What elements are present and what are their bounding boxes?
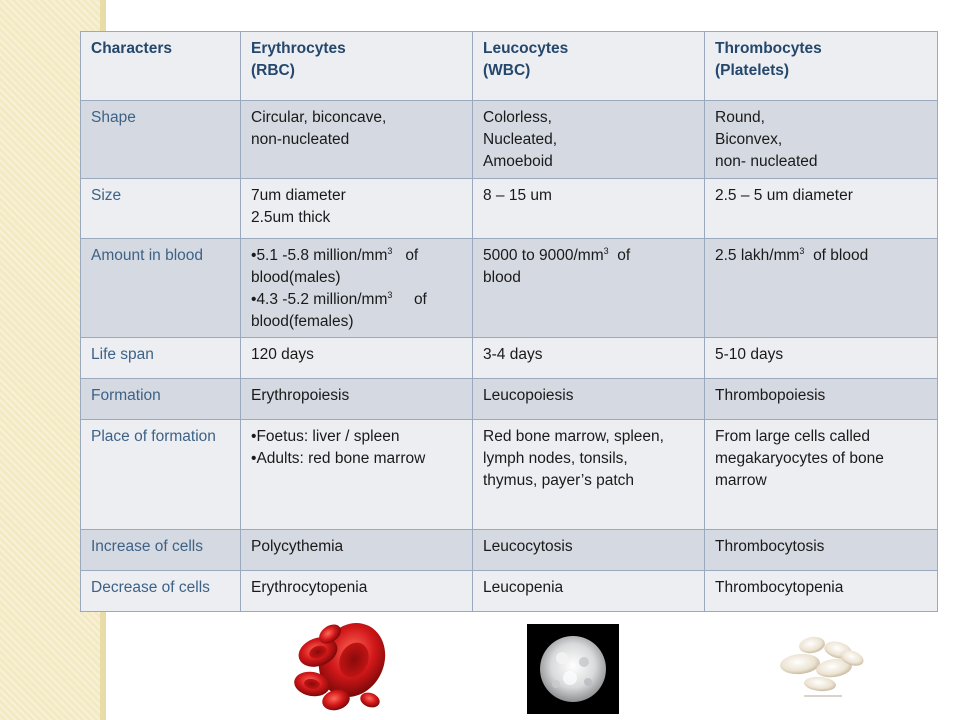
cell-amount-rbc: • 5.1 -5.8 million/$mm^3$ of blood(males) • 4.3 -5.2 million/$mm^3$ of blood(females) [241, 239, 473, 338]
table-row-decrease [81, 571, 938, 612]
cell-place-wbc: Red bone marrow, spleen, lymph nodes, tonsils, thymus, payer’s patch [473, 420, 705, 530]
table-row-shape [81, 101, 938, 179]
table-row-lifespan [81, 338, 938, 379]
platelet [798, 635, 826, 655]
rbc-cell [294, 632, 341, 672]
table-row-formation [81, 379, 938, 420]
row-label-place-of-formation: Place of formation [81, 420, 241, 530]
header-rbc: Erythrocytes (RBC) [241, 32, 473, 101]
platelet [822, 639, 853, 662]
cell-amount-wbc: 5000 to $9000/mm^3$ of blood [473, 239, 705, 338]
cell-increase-platelets: Thrombocytosis [705, 530, 938, 571]
header-characters: Characters [81, 32, 241, 101]
cell-decrease-rbc: Erythrocytopenia [241, 571, 473, 612]
row-label-increase: Increase of cells [81, 530, 241, 571]
cell-formation-wbc: Leucopoiesis [473, 379, 705, 420]
platelet [838, 647, 865, 668]
cell-formation-platelets: Thrombopoiesis [705, 379, 938, 420]
row-label-amount: Amount in blood [81, 239, 241, 338]
rbc-cell-center [307, 643, 328, 660]
cell-shape-platelets: Round, Biconvex, non- nucleated [705, 101, 938, 179]
cell-size-rbc: 7um diameter 2.5um thick [241, 179, 473, 239]
platelet [803, 676, 836, 693]
cell-place-rbc: • Foetus: liver / spleen • Adults: red bone marrow [241, 420, 473, 530]
blood-cells-comparison-table [80, 31, 938, 612]
cell-lifespan-platelets: 5-10 days [705, 338, 938, 379]
cell-shape-wbc: Colorless, Nucleated, Amoeboid [473, 101, 705, 179]
cell-place-platelets: From large cells called megakaryocytes of bone marrow [705, 420, 938, 530]
rbc-cell-center [303, 678, 320, 691]
table-row-place-of-formation [81, 420, 938, 530]
table-header-row [81, 32, 938, 101]
rbc-cell [292, 669, 332, 699]
cell-increase-wbc: Leucocytosis [473, 530, 705, 571]
row-label-decrease: Decrease of cells [81, 571, 241, 612]
row-label-formation: Formation [81, 379, 241, 420]
rbc-cell [358, 690, 382, 710]
rbc-cell-center [334, 638, 375, 682]
platelet [815, 657, 853, 680]
wbc-texture [552, 680, 560, 688]
cell-amount-platelets: 2.5 lakh/$mm^3$ of blood [705, 239, 938, 338]
cell-lifespan-wbc: 3-4 days [473, 338, 705, 379]
table-row-increase [81, 530, 938, 571]
header-wbc: Leucocytes (WBC) [473, 32, 705, 101]
row-label-shape: Shape [81, 101, 241, 179]
image-watermark-line [804, 695, 842, 697]
rbc-cell [316, 621, 345, 648]
wbc-texture [556, 652, 568, 664]
rbc-cell [320, 687, 352, 714]
cell-formation-rbc: Erythropoiesis [241, 379, 473, 420]
table-row-amount [81, 239, 938, 338]
row-label-lifespan: Life span [81, 338, 241, 379]
rbc-cell [307, 612, 397, 708]
cell-decrease-wbc: Leucopenia [473, 571, 705, 612]
row-label-size: Size [81, 179, 241, 239]
cell-shape-rbc: Circular, biconcave, non-nucleated [241, 101, 473, 179]
wbc-texture [584, 678, 592, 686]
header-platelets: Thrombocytes (Platelets) [705, 32, 938, 101]
cell-decrease-platelets: Thrombocytopenia [705, 571, 938, 612]
red-blood-cells-illustration [292, 612, 397, 713]
cell-lifespan-rbc: 120 days [241, 338, 473, 379]
cell-increase-rbc: Polycythemia [241, 530, 473, 571]
platelet [779, 652, 821, 675]
table-row-size [81, 179, 938, 239]
wbc-cell [540, 636, 606, 702]
wbc-texture [579, 657, 589, 667]
white-blood-cell-photo [527, 624, 619, 714]
wbc-photo-background [527, 624, 619, 714]
platelets-illustration [779, 635, 865, 697]
cell-size-platelets: 2.5 – 5 um diameter [705, 179, 938, 239]
cell-size-wbc: 8 – 15 um [473, 179, 705, 239]
wbc-texture [563, 671, 577, 685]
